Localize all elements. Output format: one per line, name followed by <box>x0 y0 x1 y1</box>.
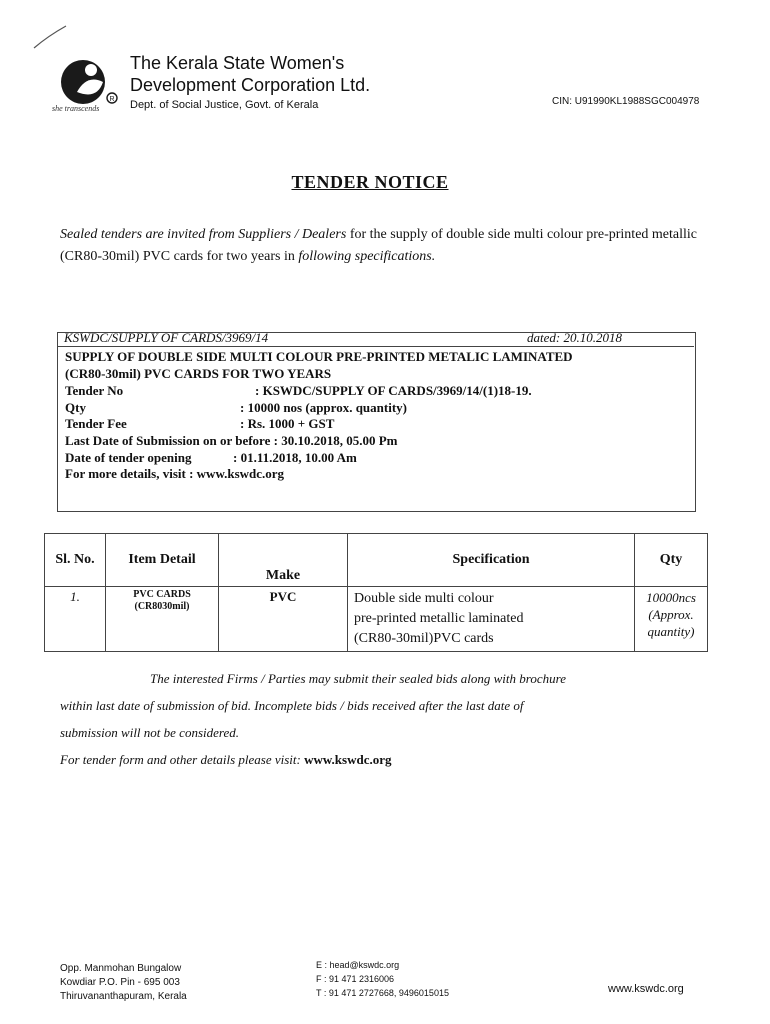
row-spec-line3: (CR80-30mil)PVC cards <box>354 631 494 646</box>
closing-paragraph <box>60 665 700 773</box>
intro-text: for the supply of double side multi colour pre-printed metallic (CR80-30mil) PVC cards for two years in <box>60 227 698 264</box>
cin-number: CIN: U91990KL1988SGC004978 <box>552 96 700 107</box>
intro-italic-2: following specifications. <box>298 249 436 264</box>
header-sl-no: Sl. No. <box>45 534 106 587</box>
fee-label: Tender Fee <box>65 416 127 431</box>
footer-contacts <box>316 958 449 1000</box>
closing-visit-text: For tender form and other details please visit: <box>60 752 305 767</box>
closing-website-link[interactable]: www.kswdc.org <box>304 752 392 767</box>
footer-address <box>60 962 187 1004</box>
row-qty-line2: (Approx. <box>648 607 694 622</box>
closing-line3: submission will not be considered. <box>60 725 239 740</box>
closing-line1: The interested Firms / Parties may submit their sealed bids along with brochure <box>150 671 566 686</box>
tender-reference: KSWDC/SUPPLY OF CARDS/3969/14 <box>64 330 269 345</box>
tender-date: dated: 20.10.2018 <box>527 330 622 345</box>
more-details: For more details, visit : www.kswdc.org <box>65 466 285 481</box>
qty-value: : 10000 nos (approx. quantity) <box>240 400 407 415</box>
org-name-line1: The Kerala State Women's <box>130 53 345 73</box>
row-qty-line1: 10000ncs <box>646 590 696 605</box>
table-row <box>45 587 708 652</box>
kswdc-logo-icon <box>57 52 121 110</box>
footer-website[interactable]: www.kswdc.org <box>608 983 684 995</box>
row-specification <box>348 587 635 652</box>
row-qty <box>635 587 708 652</box>
row-make: PVC <box>219 587 348 652</box>
fee-value: : Rs. 1000 + GST <box>240 416 335 431</box>
footer-fax: F : 91 471 2316006 <box>316 974 395 984</box>
row-item-line2: (CR8030mil) <box>134 601 190 612</box>
table-header-row <box>45 534 708 587</box>
org-name-line2: Development Corporation Ltd. <box>130 75 371 95</box>
footer-address-line2: Kowdiar P.O. Pin - 695 003 <box>60 977 180 988</box>
footer-email: E : head@kswdc.org <box>316 960 400 970</box>
row-qty-line3: quantity) <box>647 624 695 639</box>
page-title: TENDER NOTICE <box>291 172 449 192</box>
intro-paragraph <box>60 224 700 268</box>
footer-tel: T : 91 471 2727668, 9496015015 <box>316 988 449 998</box>
footer-address-line1: Opp. Manmohan Bungalow <box>60 963 182 974</box>
row-sl: 1. <box>45 587 106 652</box>
items-table <box>44 533 708 652</box>
row-item-line1: PVC CARDS <box>133 589 191 600</box>
intro-italic-1: Sealed tenders are invited from Suppliers / Dealers <box>60 227 347 242</box>
closing-line4 <box>60 746 700 773</box>
dept-line: Dept. of Social Justice, Govt. of Kerala <box>130 99 319 111</box>
svg-text:R: R <box>109 96 115 103</box>
tender-no-label: Tender No <box>65 383 124 398</box>
tender-no-value: : KSWDC/SUPPLY OF CARDS/3969/14/(1)18-19. <box>255 383 532 398</box>
row-item-detail <box>106 587 219 652</box>
header-specification: Specification <box>348 534 635 587</box>
last-date: Last Date of Submission on or before : 30.10.2018, 05.00 Pm <box>65 433 398 448</box>
header-make: Make <box>219 534 348 587</box>
qty-label: Qty <box>65 400 86 415</box>
row-spec-line2: pre-printed metallic laminated <box>354 611 524 626</box>
pen-mark <box>30 22 70 52</box>
supply-heading-2: (CR80-30mil) PVC CARDS FOR TWO YEARS <box>65 366 332 381</box>
opening-label: Date of tender opening <box>65 450 192 465</box>
footer-address-line3: Thiruvananthapuram, Kerala <box>60 991 187 1002</box>
logo-tagline: she transcends <box>52 104 100 113</box>
header-qty: Qty <box>635 534 708 587</box>
supply-heading-1: SUPPLY OF DOUBLE SIDE MULTI COLOUR PRE-PRINTED METALIC LAMINATED <box>65 349 573 364</box>
closing-line2: within last date of submission of bid. Incomplete bids / bids received after the last date of <box>60 698 524 713</box>
header-item-detail: Item Detail <box>106 534 219 587</box>
opening-value: : 01.11.2018, 10.00 Am <box>233 450 357 465</box>
row-spec-line1: Double side multi colour <box>354 591 494 606</box>
